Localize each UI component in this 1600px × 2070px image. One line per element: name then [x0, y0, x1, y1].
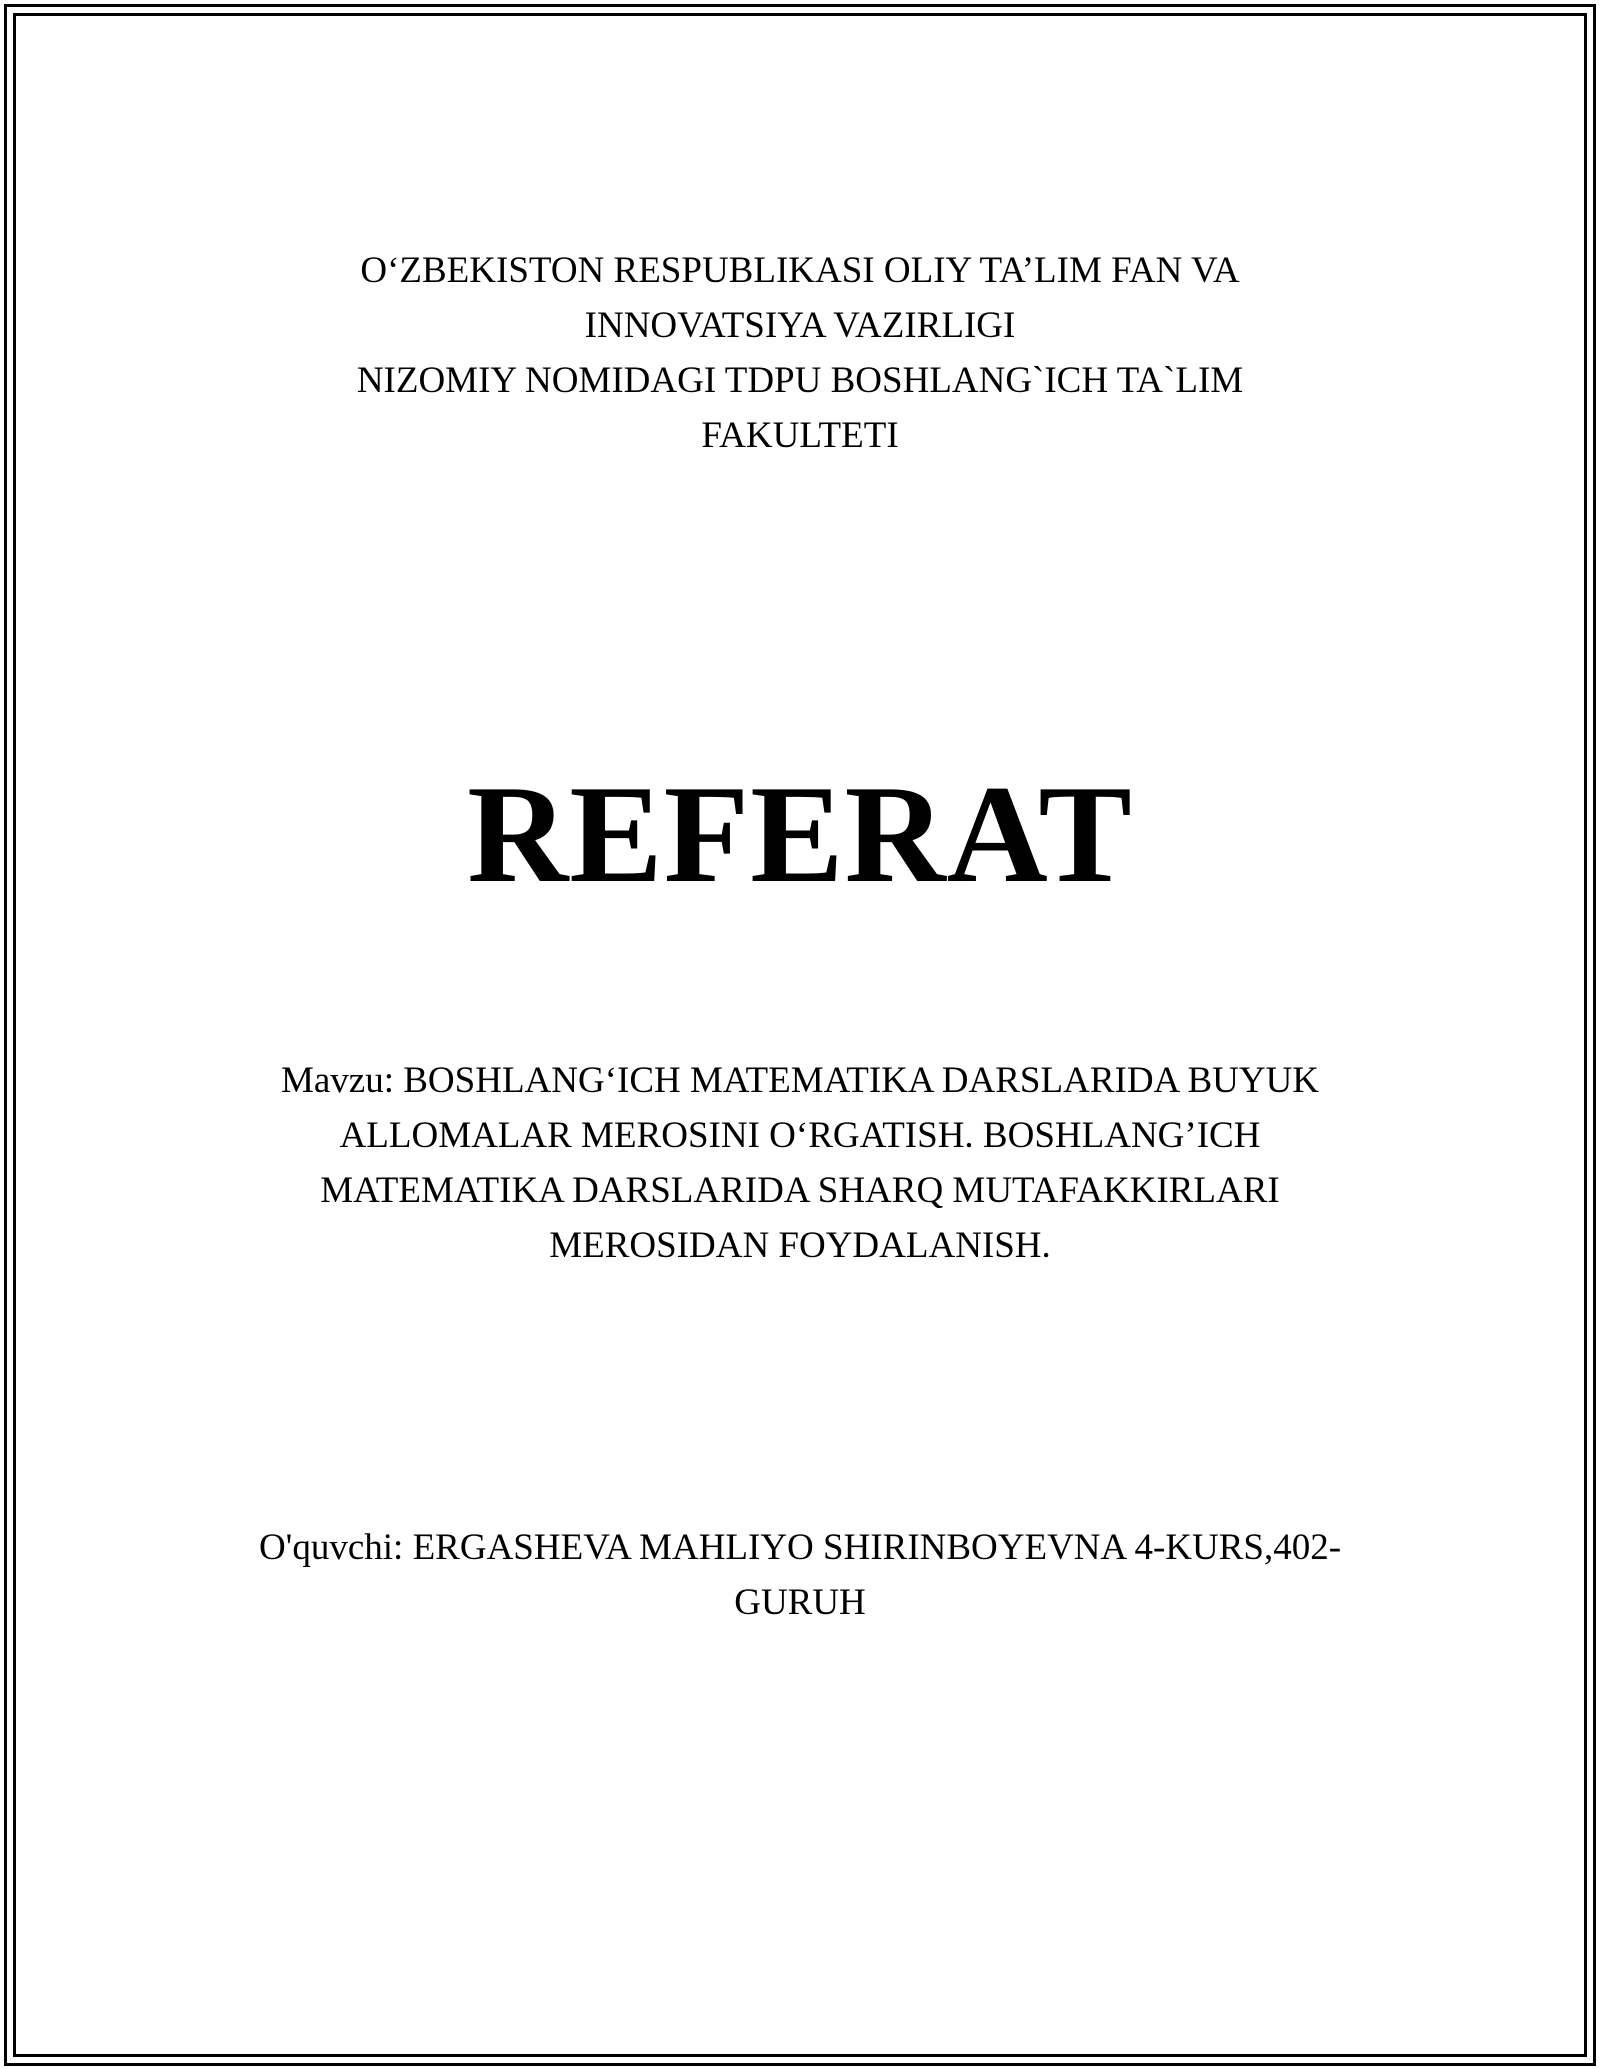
- topic-block: [200, 1053, 1400, 1273]
- topic-line: Mavzu: BOSHLANG‘ICH MATEMATIKA DARSLARIDA BUYUK: [280, 1060, 1320, 1101]
- topic-line: MEROSIDAN FOYDALANISH.: [549, 1225, 1051, 1266]
- student-block: [200, 1520, 1400, 1630]
- document-title: REFERAT: [467, 757, 1133, 912]
- topic-line: ALLOMALAR MEROSINI O‘RGATISH. BOSHLANG’ICH: [339, 1115, 1261, 1156]
- faculty-line: FAKULTETI: [701, 415, 899, 456]
- student-line: GURUH: [734, 1582, 866, 1623]
- ministry-header: [200, 243, 1400, 463]
- faculty-line: NIZOMIY NOMIDAGI TDPU BOSHLANG`ICH TA`LIM: [356, 360, 1244, 401]
- student-line: O'quvchi: ERGASHEVA MAHLIYO SHIRINBOYEVNA 4-KURS,402-: [258, 1527, 1342, 1568]
- ministry-line: INNOVATSIYA VAZIRLIGI: [584, 305, 1016, 346]
- topic-line: MATEMATIKA DARSLARIDA SHARQ MUTAFAKKIRLARI: [320, 1170, 1280, 1211]
- ministry-line: O‘ZBEKISTON RESPUBLIKASI OLIY TA’LIM FAN VA: [360, 250, 1240, 291]
